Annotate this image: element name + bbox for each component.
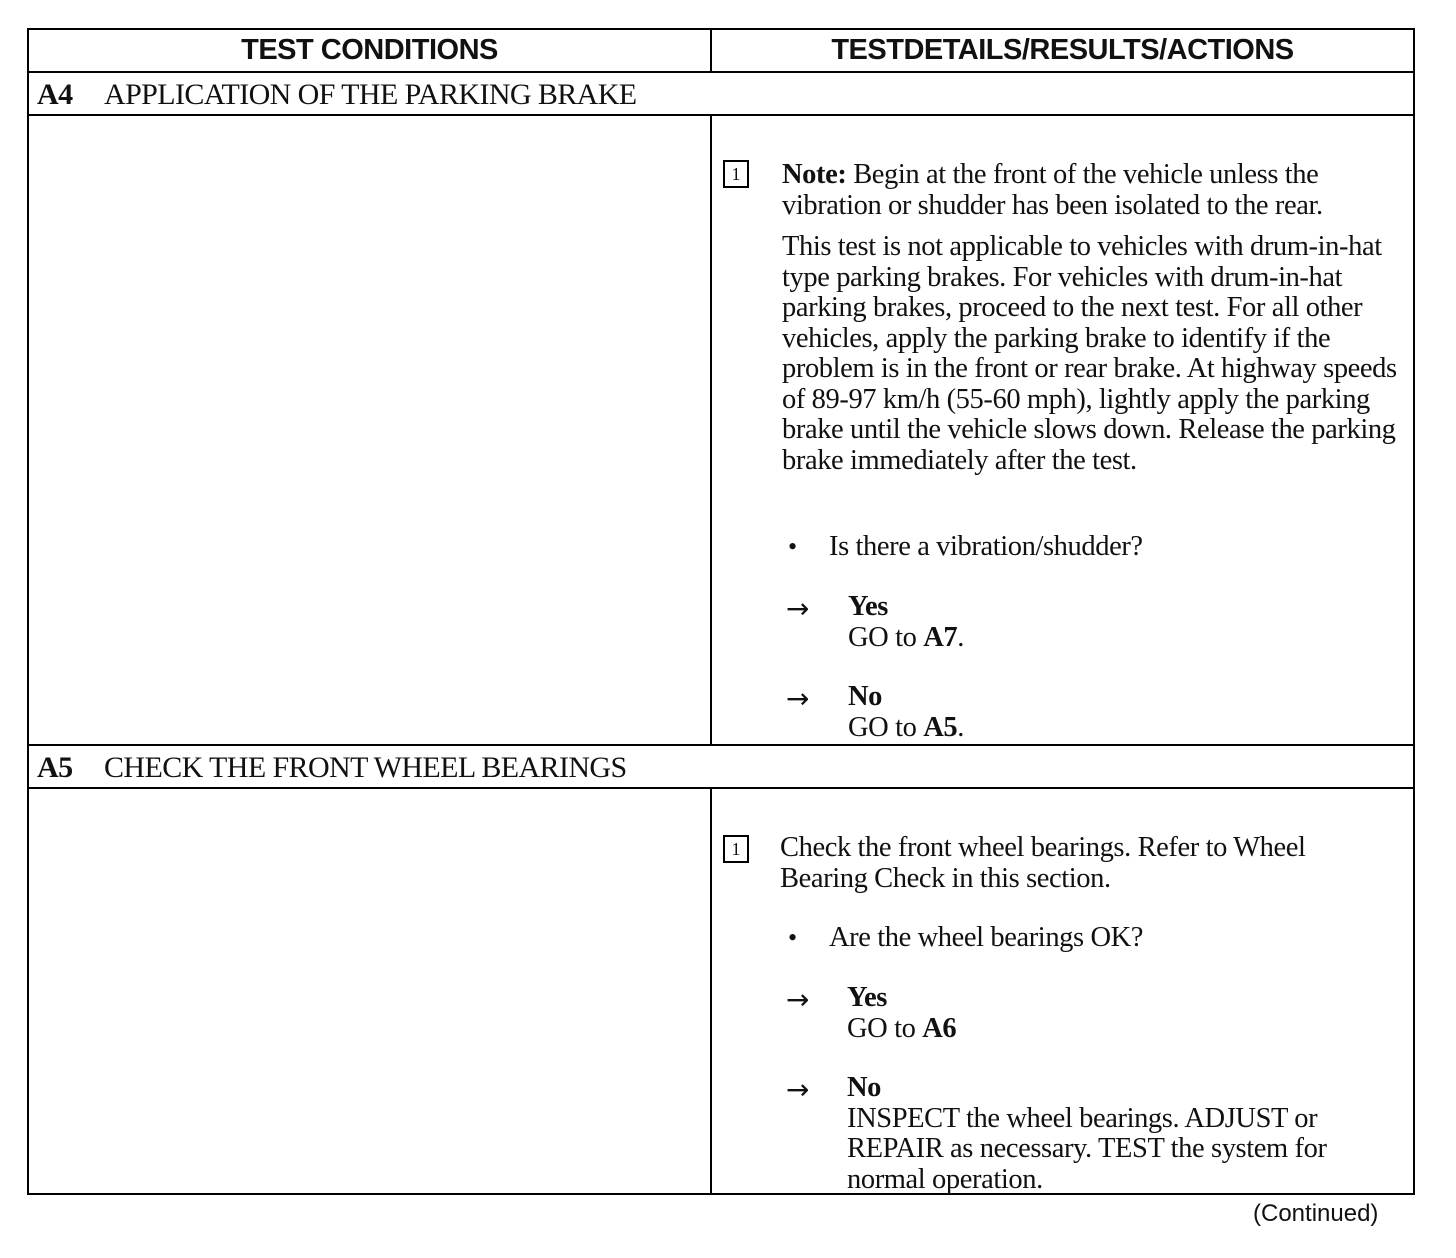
test-details-cell [712,789,1413,1193]
answer-action: INSPECT the wheel bearings. ADJUST or REPAIR as necessary. TEST the system for normal operation. [847,1102,1327,1195]
answer-label: No [848,681,883,712]
header-test-conditions: TEST CONDITIONS [29,30,712,71]
section-code: A5 [37,751,73,784]
arrow-right-icon: → [786,682,810,715]
question-text: Are the wheel bearings OK? [829,922,1144,953]
diagnostic-table [27,28,1415,1195]
arrow-right-icon: → [786,983,810,1016]
step-number-box: 1 [723,160,749,188]
section-a5-body-row [29,789,1413,1193]
question-text: Is there a vibration/shudder? [829,531,1143,562]
answer-yes [848,592,1388,653]
section-title: CHECK THE FRONT WHEEL BEARINGS [104,751,627,784]
continued-label: (Continued) [1253,1200,1379,1227]
note-label: Note: [782,159,847,190]
answer-label: Yes [848,591,888,622]
test-conditions-cell [29,789,712,1193]
test-conditions-cell [29,116,712,744]
answer-label: Yes [847,982,887,1013]
test-description: This test is not applicable to vehicles with drum-in-hat type parking brakes. For vehicles with drum-in-hat parking brakes, proceed to the next test. For all other vehicles, apply the parking brake to identify if the problem is in the front or rear brake. At highway speeds of 89-97 km/h (55-60 mph), lightly apply the parking brake until the vehicle slows down. Release the parking brake immediately after the test. [782,231,1397,476]
step-number-box: 1 [723,835,749,863]
section-a4-body-row [29,116,1413,746]
note-text: Begin at the front of the vehicle unless the vibration or shudder has been isolated to the rear. [782,159,1323,221]
header-test-details: TESTDETAILS/RESULTS/ACTIONS [831,34,1294,66]
answer-action: GO to A6 [847,1012,957,1044]
arrow-right-icon: → [786,592,810,625]
answer-label: No [847,1072,882,1103]
section-title: APPLICATION OF THE PARKING BRAKE [104,78,637,111]
answer-action: GO to A7. [848,621,964,653]
answer-no [848,682,1388,743]
note-paragraph [782,160,1382,221]
bullet-icon: • [788,532,798,561]
test-description: Check the front wheel bearings. Refer to Wheel Bearing Check in this section. [780,832,1306,894]
arrow-right-icon: → [786,1073,810,1106]
test-details-cell [712,116,1413,744]
bullet-icon: • [788,923,798,952]
section-code: A4 [37,78,73,111]
answer-action: GO to A5. [848,711,964,743]
answer-no [847,1073,1392,1195]
table-header-row [29,30,1413,73]
section-a4-title-row [29,73,1413,116]
section-a5-title-row [29,746,1413,789]
answer-yes [847,983,1387,1044]
